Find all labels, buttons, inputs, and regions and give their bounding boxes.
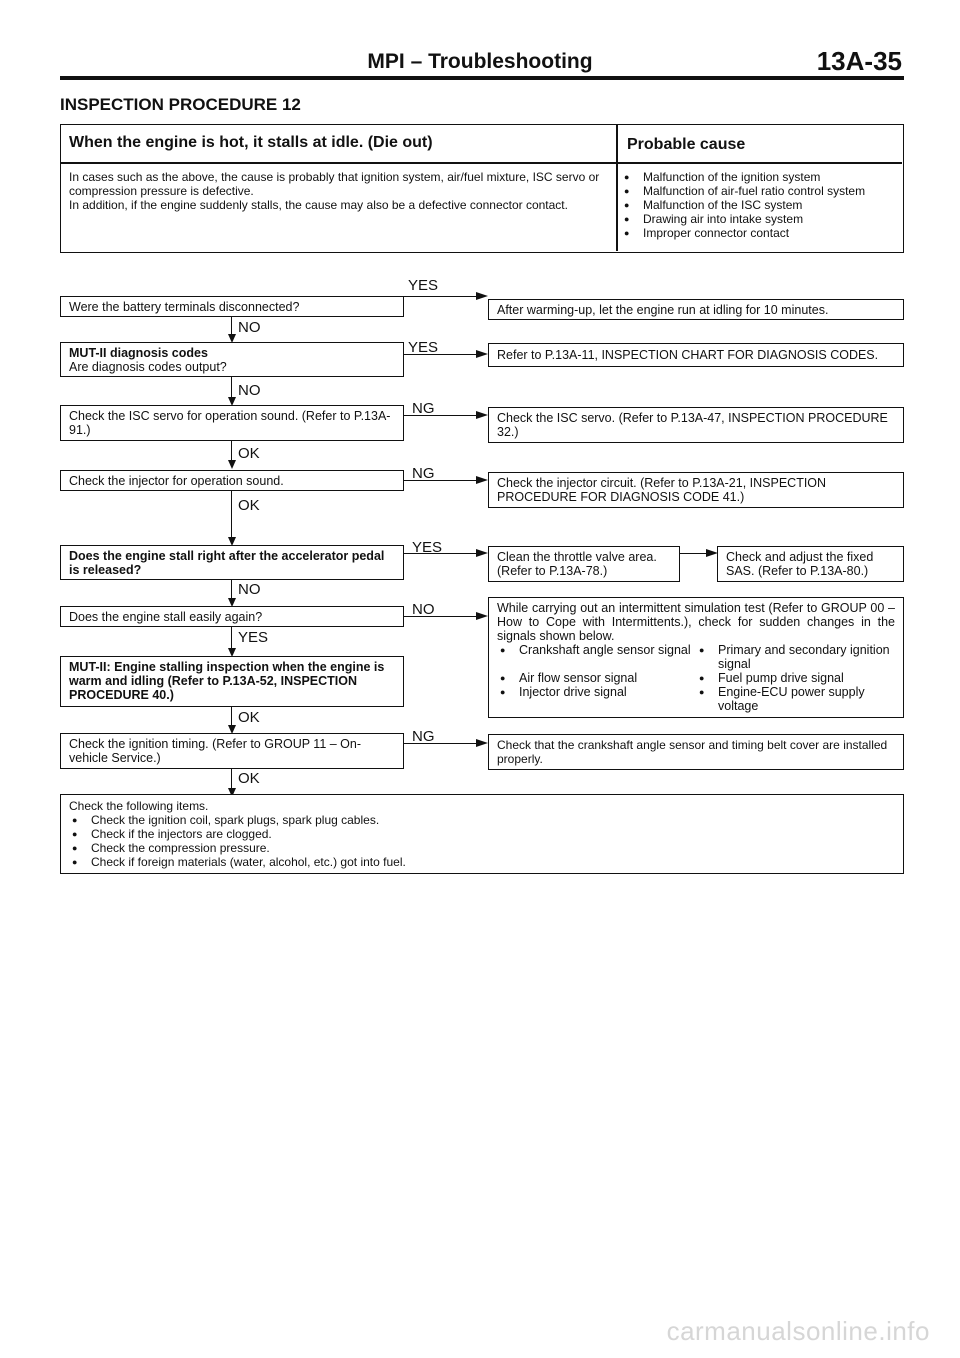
arrow-head [228,460,236,469]
action-clean-throttle: Clean the throttle valve area. (Refer to P.13A-78.) [488,546,680,582]
signal-item: ● Injector drive signal [497,685,696,713]
branch-label-no: NO [412,601,435,618]
final-check-item: ● Check if foreign materials (water, alcohol, etc.) got into fuel. [69,855,895,869]
symptom-table [60,124,904,253]
flow-line [231,491,232,540]
step-mut-engine-stalling: MUT-II: Engine stalling inspection when the engine is warm and idling (Refer to P.13A-52, INSPECTION PROCEDURE 40.) [60,656,404,707]
signal-list [497,643,895,713]
step-diagnosis-codes [60,342,404,377]
action-check-injector-circuit: Check the injector circuit. (Refer to P.13A-21, INSPECTION PROCEDURE FOR DIAGNOSIS CODE 41.) [488,472,904,508]
arrow-line [404,480,480,481]
branch-label-no: NO [238,319,261,336]
arrow-line [404,553,480,554]
branch-label-ng: NG [412,728,435,745]
watermark: carmanualsonline.info [666,1316,930,1346]
branch-label-yes: YES [408,339,439,356]
arrow-line [404,354,480,355]
cause-item: ● Improper connector contact [621,226,901,240]
branch-label-yes: YES [238,629,269,646]
cause-item: ● Malfunction of the ignition system [621,170,901,184]
signal-item: ● Engine-ECU power supply voltage [696,685,895,713]
branch-label-ok: OK [238,709,260,726]
arrow-head [476,476,488,484]
action-adjust-sas: Check and adjust the fixed SAS. (Refer to P.13A-80.) [717,546,904,582]
step-isc-servo-sound: Check the ISC servo for operation sound. (Refer to P.13A-91.) [60,405,404,441]
branch-label-ng: NG [412,400,435,417]
branch-label-ok: OK [238,445,260,462]
step-diagnosis-codes-question: Are diagnosis codes output? [69,360,227,374]
action-refer-inspection-chart: Refer to P.13A-11, INSPECTION CHART FOR DIAGNOSIS CODES. [488,343,904,367]
action-check-isc-servo: Check the ISC servo. (Refer to P.13A-47, INSPECTION PROCEDURE 32.) [488,407,904,443]
final-check-items [60,794,904,874]
step-injector-sound: Check the injector for operation sound. [60,470,404,491]
branch-label-ng: NG [412,465,435,482]
arrow-head [476,612,488,620]
cause-item: ● Drawing air into intake system [621,212,901,226]
action-intermittent-simulation [488,597,904,718]
final-check-list [69,813,895,869]
cause-item: ● Malfunction of the ISC system [621,198,901,212]
intermittent-intro: While carrying out an intermittent simulation test (Refer to GROUP 00 – How to Cope with Intermittents.), check for sudden changes in the signals shown below. [497,601,895,643]
step-stall-easily-again: Does the engine stall easily again? [60,606,404,627]
branch-label-no: NO [238,382,261,399]
branch-label-ok: OK [238,497,260,514]
arrow-head [476,411,488,419]
arrow-head [476,739,488,747]
branch-label-no: NO [238,581,261,598]
final-check-title: Check the following items. [69,799,209,813]
cause-item: ● Malfunction of air-fuel ratio control system [621,184,901,198]
action-check-crank-sensor-install: Check that the crankshaft angle sensor and timing belt cover are installed properly. [488,734,904,770]
probable-cause-title: Probable cause [627,136,746,153]
arrow-line [404,616,480,617]
branch-label-ok: OK [238,770,260,787]
branch-label-yes: YES [408,277,439,294]
signal-item: ● Air flow sensor signal [497,671,696,685]
section-title: INSPECTION PROCEDURE 12 [60,95,301,114]
header-title: MPI – Troubleshooting [367,50,593,73]
step-diagnosis-codes-title: MUT-II diagnosis codes [69,346,208,360]
page-number: 13A-35 [816,46,902,76]
arrow-line [680,553,708,554]
symptom-description-1: In cases such as the above, the cause is probably that ignition system, air/fuel mixture, ISC servo or compression pressure is defective. [69,170,600,198]
arrow-line [404,743,480,744]
arrow-head [476,292,488,300]
arrow-head [476,549,488,557]
signal-item: ● Crankshaft angle sensor signal [497,643,696,671]
step-battery-terminals: Were the battery terminals disconnected? [60,296,404,317]
arrow-head [476,350,488,358]
step-stall-after-pedal: Does the engine stall right after the accelerator pedal is released? [60,545,404,580]
final-check-item: ● Check the ignition coil, spark plugs, spark plug cables. [69,813,895,827]
final-check-item: ● Check the compression pressure. [69,841,895,855]
table-divider-horizontal [61,162,902,164]
action-warm-up: After warming-up, let the engine run at idling for 10 minutes. [488,299,904,320]
signal-item: ● Primary and secondary ignition signal [696,643,895,671]
final-check-item: ● Check if the injectors are clogged. [69,827,895,841]
signal-item: ● Fuel pump drive signal [696,671,895,685]
arrow-line [404,296,480,297]
symptom-description-2: In addition, if the engine suddenly stalls, the cause may also be a defective connector contact. [69,198,568,212]
symptom-title: When the engine is hot, it stalls at idle. (Die out) [69,134,433,151]
arrow-line [404,415,480,416]
probable-cause-list [621,170,901,240]
table-divider-vertical [616,125,618,251]
step-ignition-timing: Check the ignition timing. (Refer to GROUP 11 – On-vehicle Service.) [60,733,404,769]
header-rule [60,76,904,80]
branch-label-yes: YES [412,539,443,556]
symptom-description [69,170,614,212]
